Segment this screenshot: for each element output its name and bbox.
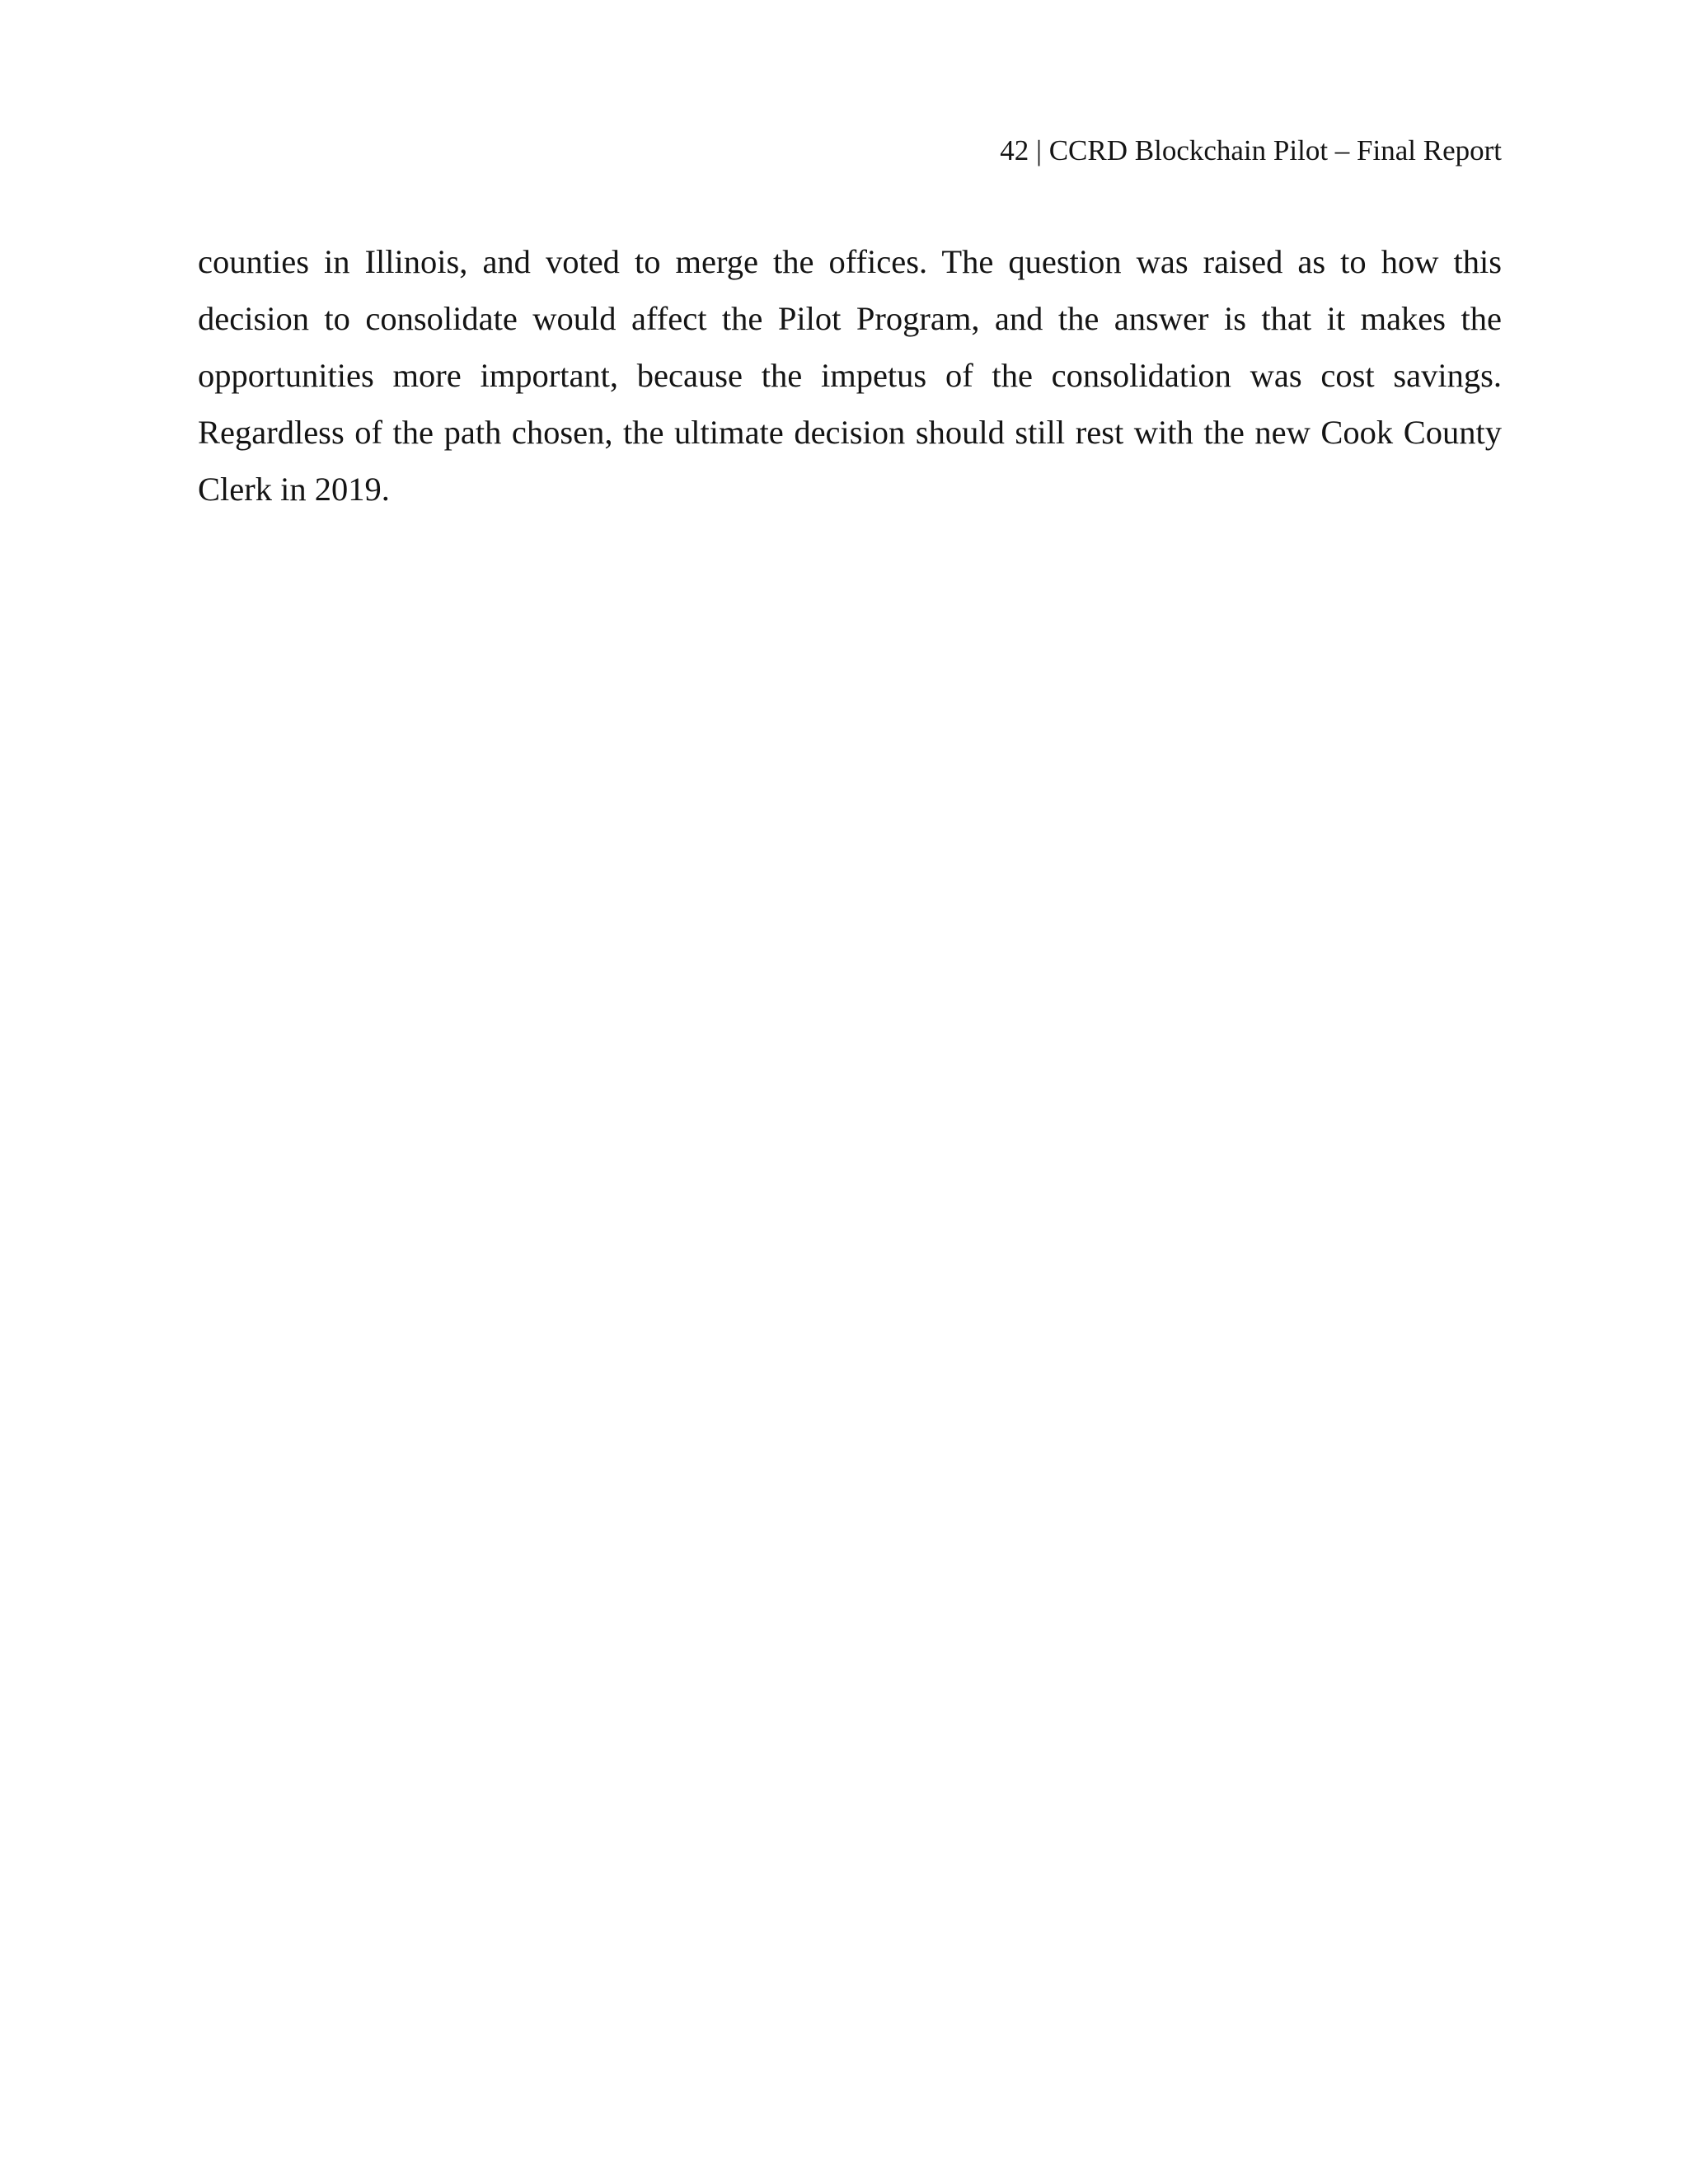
- body-paragraph: counties in Illinois, and voted to merge the offices. The question was raised as to how this decision to consolidate would affect the Pilot Program, and the answer is that it makes the opportunities more important, because the impetus of the consolidation was cost savings. Regardless of the path chosen, the ultimate decision should still rest with the new Cook County Clerk in 2019.: [198, 243, 1502, 508]
- running-header: 42 | CCRD Blockchain Pilot – Final Report: [1000, 134, 1502, 166]
